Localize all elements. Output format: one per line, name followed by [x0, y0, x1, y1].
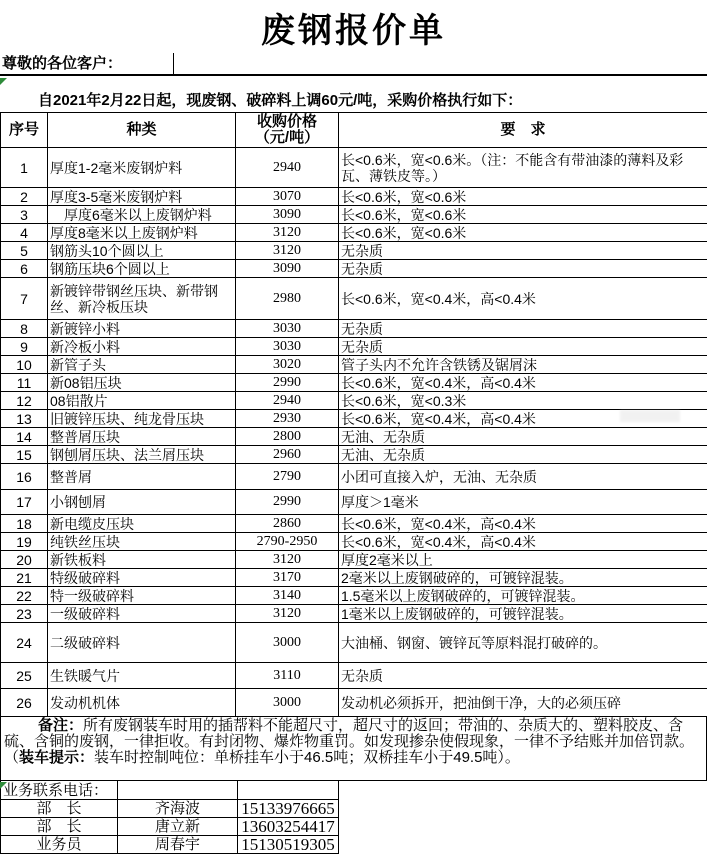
- material-kind-cell: 钢筋压块6个圆以上: [48, 260, 236, 278]
- col-header-requirement: 要 求: [339, 113, 707, 148]
- table-row: [1, 338, 707, 356]
- requirement-cell: 无油、无杂质: [339, 428, 707, 446]
- excel-flag-icon: [0, 78, 7, 85]
- requirement-cell: 厚度2毫米以上: [339, 551, 707, 569]
- material-kind-cell: 新电缆皮压块: [48, 515, 236, 533]
- material-kind-cell: 纯铁丝压块: [48, 533, 236, 551]
- material-kind-cell: 新管子头: [48, 356, 236, 374]
- row-number-cell: 25: [1, 663, 48, 689]
- contact-role-cell: 部 长: [1, 799, 118, 817]
- price-cell: 3020: [236, 356, 339, 374]
- loading-tip-label: 装车提示：: [19, 749, 94, 766]
- col-header-price-line1: 收购价格: [238, 114, 336, 130]
- table-row: [1, 569, 707, 587]
- row-number-cell: 15: [1, 446, 48, 464]
- row-number-cell: 5: [1, 242, 48, 260]
- price-cell: 3120: [236, 224, 339, 242]
- requirement-cell: 小团可直接入炉，无油、无杂质: [339, 464, 707, 490]
- material-kind-cell: 小钢刨屑: [48, 490, 236, 515]
- price-cell: 2990: [236, 490, 339, 515]
- requirement-cell: 无油、无杂质: [339, 446, 707, 464]
- material-kind-cell: 新铁板料: [48, 551, 236, 569]
- table-row: [1, 663, 707, 689]
- price-cell: 2790-2950: [236, 533, 339, 551]
- price-cell: 3030: [236, 338, 339, 356]
- row-number-cell: 14: [1, 428, 48, 446]
- price-cell: 2800: [236, 428, 339, 446]
- table-row: [1, 551, 707, 569]
- contact-row: [1, 799, 339, 817]
- row-number-cell: 10: [1, 356, 48, 374]
- requirement-cell: 2毫米以上废钢破碎的，可镀锌混装。: [339, 569, 707, 587]
- requirement-cell: 1.5毫米以上废钢破碎的，可镀锌混装。: [339, 587, 707, 605]
- notice-row: [0, 91, 707, 112]
- row-number-cell: 19: [1, 533, 48, 551]
- contact-name-cell: 唐立新: [118, 817, 238, 835]
- cell-divider: [173, 53, 174, 74]
- row-number-cell: 22: [1, 587, 48, 605]
- table-row: [1, 356, 707, 374]
- requirement-cell: 大油桶、钢窗、镀锌瓦等原料混打破碎的。: [339, 623, 707, 663]
- material-kind-cell: 发动机机体: [48, 689, 236, 717]
- price-cell: 3090: [236, 260, 339, 278]
- contact-phone-cell: 15133976665: [238, 799, 339, 817]
- requirement-cell: 无杂质: [339, 338, 707, 356]
- requirement-cell: 长<0.6米，宽<0.6米: [339, 206, 707, 224]
- requirement-cell: 厚度＞1毫米: [339, 490, 707, 515]
- row-number-cell: 11: [1, 374, 48, 392]
- table-row: [1, 374, 707, 392]
- price-cell: 2790: [236, 464, 339, 490]
- greeting-label: 尊敬的各位客户：: [2, 55, 122, 72]
- material-kind-cell: 厚度1-2毫米废钢炉料: [48, 148, 236, 188]
- loading-tip-body: 装车时控制吨位：单桥挂车小于46.5吨；双桥挂车小于49.5吨）。: [94, 749, 520, 766]
- header-row: [1, 113, 707, 148]
- remark-block: [0, 717, 707, 781]
- table-row: [1, 689, 707, 717]
- row-number-cell: 18: [1, 515, 48, 533]
- contact-empty-cell: [118, 781, 238, 799]
- row-number-cell: 9: [1, 338, 48, 356]
- table-row: [1, 623, 707, 663]
- remark-body: 所有废钢装车时用的插帮料不能超尺寸，超尺寸的返回；带油的、杂质大的、塑料胶皮、含硫、含铜的废钢，一律拒收。有封闭物、爆炸物重罚。如发现掺杂使假现象，一律不予结账并加倍罚款。（: [4, 717, 694, 766]
- contact-name-cell: 周春宇: [118, 835, 238, 853]
- contact-role-cell: 部 长: [1, 817, 118, 835]
- requirement-cell: 长<0.6米，宽<0.6米: [339, 224, 707, 242]
- material-kind-cell: 新08铝压块: [48, 374, 236, 392]
- row-number-cell: 2: [1, 188, 48, 206]
- remark-label: 备注：: [38, 717, 83, 734]
- material-kind-cell: 钢刨屑压块、法兰屑压块: [48, 446, 236, 464]
- price-cell: 3000: [236, 623, 339, 663]
- notice-text: 自2021年2月22日起，现废钢、破碎料上调60元/吨，采购价格执行如下：: [38, 91, 522, 111]
- col-header-price: [236, 113, 339, 148]
- material-kind-cell: 新冷板小料: [48, 338, 236, 356]
- requirement-cell: 长<0.6米，宽<0.4米，高<0.4米: [339, 515, 707, 533]
- remark-text: [4, 718, 703, 766]
- table-row: [1, 206, 707, 224]
- contact-label: 业务联系电话：: [1, 781, 118, 799]
- table-row: [1, 605, 707, 623]
- table-row: [1, 490, 707, 515]
- material-kind-cell: 整普屑: [48, 464, 236, 490]
- row-number-cell: 12: [1, 392, 48, 410]
- material-kind-cell: 厚度6毫米以上废钢炉料: [48, 206, 236, 224]
- row-number-cell: 3: [1, 206, 48, 224]
- material-kind-cell: 特级破碎料: [48, 569, 236, 587]
- greeting-row: [0, 53, 707, 76]
- excel-flag-icon: [0, 782, 7, 789]
- price-cell: 2960: [236, 446, 339, 464]
- contact-phone-cell: 13603254417: [238, 817, 339, 835]
- material-kind-cell: 厚度3-5毫米废钢炉料: [48, 188, 236, 206]
- price-cell: 2930: [236, 410, 339, 428]
- row-number-cell: 24: [1, 623, 48, 663]
- requirement-cell: 1毫米以上废钢破碎的，可镀锌混装。: [339, 605, 707, 623]
- material-kind-cell: 新镀锌小料: [48, 320, 236, 338]
- requirement-cell: 长<0.6米，宽<0.3米: [339, 392, 707, 410]
- material-kind-cell: 生铁暖气片: [48, 663, 236, 689]
- requirement-cell: 长<0.6米，宽<0.4米，高<0.4米: [339, 374, 707, 392]
- material-kind-cell: 旧镀锌压块、纯龙骨压块: [48, 410, 236, 428]
- table-row: [1, 188, 707, 206]
- material-kind-cell: 一级破碎料: [48, 605, 236, 623]
- contact-row: [1, 835, 339, 853]
- row-number-cell: 16: [1, 464, 48, 490]
- material-kind-cell: 二级破碎料: [48, 623, 236, 663]
- contact-empty-cell: [238, 781, 339, 799]
- price-cell: 3110: [236, 663, 339, 689]
- contact-table: [0, 781, 339, 854]
- requirement-cell: 发动机必须拆开，把油倒干净，大的必须压碎: [339, 689, 707, 717]
- price-cell: 2980: [236, 278, 339, 320]
- row-number-cell: 21: [1, 569, 48, 587]
- row-number-cell: 1: [1, 148, 48, 188]
- row-number-cell: 6: [1, 260, 48, 278]
- row-number-cell: 7: [1, 278, 48, 320]
- price-cell: 3120: [236, 551, 339, 569]
- requirement-cell: 无杂质: [339, 663, 707, 689]
- row-number-cell: 23: [1, 605, 48, 623]
- price-cell: 3120: [236, 605, 339, 623]
- row-number-cell: 20: [1, 551, 48, 569]
- price-cell: 2940: [236, 392, 339, 410]
- price-cell: 3140: [236, 587, 339, 605]
- price-cell: 3000: [236, 689, 339, 717]
- requirement-cell: 无杂质: [339, 260, 707, 278]
- requirement-cell: 管子头内不允许含铁锈及锯屑沫: [339, 356, 707, 374]
- row-number-cell: 26: [1, 689, 48, 717]
- requirement-cell: 无杂质: [339, 320, 707, 338]
- contact-header-row: [1, 781, 339, 799]
- row-number-cell: 13: [1, 410, 48, 428]
- contact-section: [0, 781, 707, 854]
- table-row: [1, 464, 707, 490]
- price-cell: 3030: [236, 320, 339, 338]
- col-header-price-line2: （元/吨）: [238, 130, 336, 146]
- table-row: [1, 260, 707, 278]
- row-number-cell: 8: [1, 320, 48, 338]
- table-row: [1, 587, 707, 605]
- table-row: [1, 446, 707, 464]
- price-cell: 3070: [236, 188, 339, 206]
- page-title: 废钢报价单: [0, 0, 707, 53]
- row-number-cell: 4: [1, 224, 48, 242]
- material-kind-cell: 08铝散片: [48, 392, 236, 410]
- table-row: [1, 148, 707, 188]
- material-kind-cell: 新镀锌带钢丝压块、新带钢丝、新冷板压块: [48, 278, 236, 320]
- table-row: [1, 278, 707, 320]
- price-cell: 2860: [236, 515, 339, 533]
- table-row: [1, 533, 707, 551]
- material-kind-cell: 钢筋头10个圆以上: [48, 242, 236, 260]
- material-kind-cell: 特一级破碎料: [48, 587, 236, 605]
- row-number-cell: 17: [1, 490, 48, 515]
- requirement-cell: 长<0.6米，宽<0.4米，高<0.4米: [339, 278, 707, 320]
- requirement-cell: 长<0.6米，宽<0.4米，高<0.4米: [339, 533, 707, 551]
- requirement-cell: 长<0.6米，宽<0.6米。（注：不能含有带油漆的薄料及彩瓦、薄铁皮等。）: [339, 148, 707, 188]
- contact-role-cell: 业务员: [1, 835, 118, 853]
- table-row: [1, 392, 707, 410]
- table-row: [1, 224, 707, 242]
- col-header-kind: 种类: [48, 113, 236, 148]
- price-cell: 3090: [236, 206, 339, 224]
- table-row: [1, 242, 707, 260]
- requirement-cell: 长<0.6米，宽<0.4米，高<0.4米: [339, 410, 707, 428]
- requirement-cell: 无杂质: [339, 242, 707, 260]
- col-header-no: 序号: [1, 113, 48, 148]
- table-row: [1, 410, 707, 428]
- price-table: [0, 112, 707, 717]
- material-kind-cell: 厚度8毫米以上废钢炉料: [48, 224, 236, 242]
- contact-name-cell: 齐海波: [118, 799, 238, 817]
- table-row: [1, 515, 707, 533]
- price-cell: 2940: [236, 148, 339, 188]
- contact-row: [1, 817, 339, 835]
- requirement-cell: 长<0.6米，宽<0.6米: [339, 188, 707, 206]
- material-kind-cell: 整普屑压块: [48, 428, 236, 446]
- price-cell: 3120: [236, 242, 339, 260]
- price-cell: 2990: [236, 374, 339, 392]
- price-cell: 3170: [236, 569, 339, 587]
- table-row: [1, 428, 707, 446]
- contact-phone-cell: 15130519305: [238, 835, 339, 853]
- table-row: [1, 320, 707, 338]
